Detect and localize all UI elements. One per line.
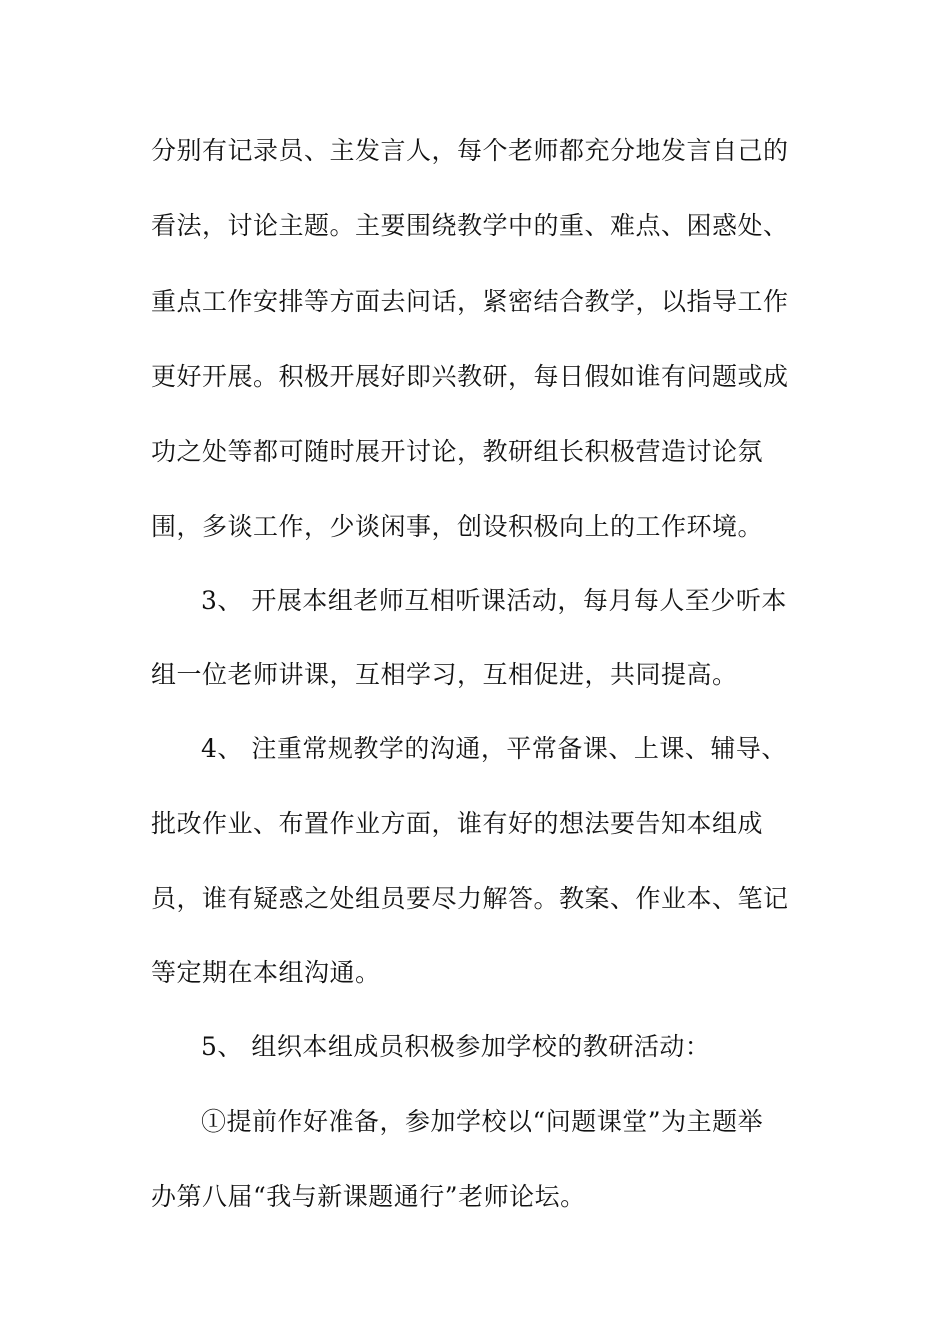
paragraph-4-line-3: 员，谁有疑惑之处组员要尽力解答。教案、作业本、笔记 [151, 884, 789, 913]
paragraph-4-line-4: 等定期在本组沟通。 [151, 958, 381, 987]
sub-item-1-line-2: 办第八届“我与新课题通行”老师论坛。 [151, 1182, 586, 1211]
sub-item-1-line-1: ①提前作好准备，参加学校以“问题课堂”为主题举 [201, 1107, 764, 1136]
text-line-3: 重点工作安排等方面去问话，紧密结合教学，以指导工作 [151, 287, 789, 316]
paragraph-5-line-1: 5、 组织本组成员积极参加学校的教研活动： [201, 1032, 711, 1061]
paragraph-3-line-1: 3、 开展本组老师互相听课活动，每月每人至少听本 [201, 586, 787, 615]
text-line-2: 看法，讨论主题。主要围绕教学中的重、难点、困惑处、 [151, 211, 789, 240]
text-line-4: 更好开展。积极开展好即兴教研，每日假如谁有问题或成 [151, 362, 789, 391]
text-line-1: 分别有记录员、主发言人，每个老师都充分地发言自己的 [151, 136, 789, 165]
text-line-6: 围，多谈工作，少谈闲事，创设积极向上的工作环境。 [151, 512, 764, 541]
paragraph-4-line-2: 批改作业、布置作业方面，谁有好的想法要告知本组成 [151, 809, 764, 838]
text-line-5: 功之处等都可随时展开讨论，教研组长积极营造讨论氛 [151, 437, 764, 466]
paragraph-4-line-1: 4、 注重常规教学的沟通，平常备课、上课、辅导、 [201, 734, 787, 763]
paragraph-3-line-2: 组一位老师讲课，互相学习，互相促进，共同提高。 [151, 660, 738, 689]
